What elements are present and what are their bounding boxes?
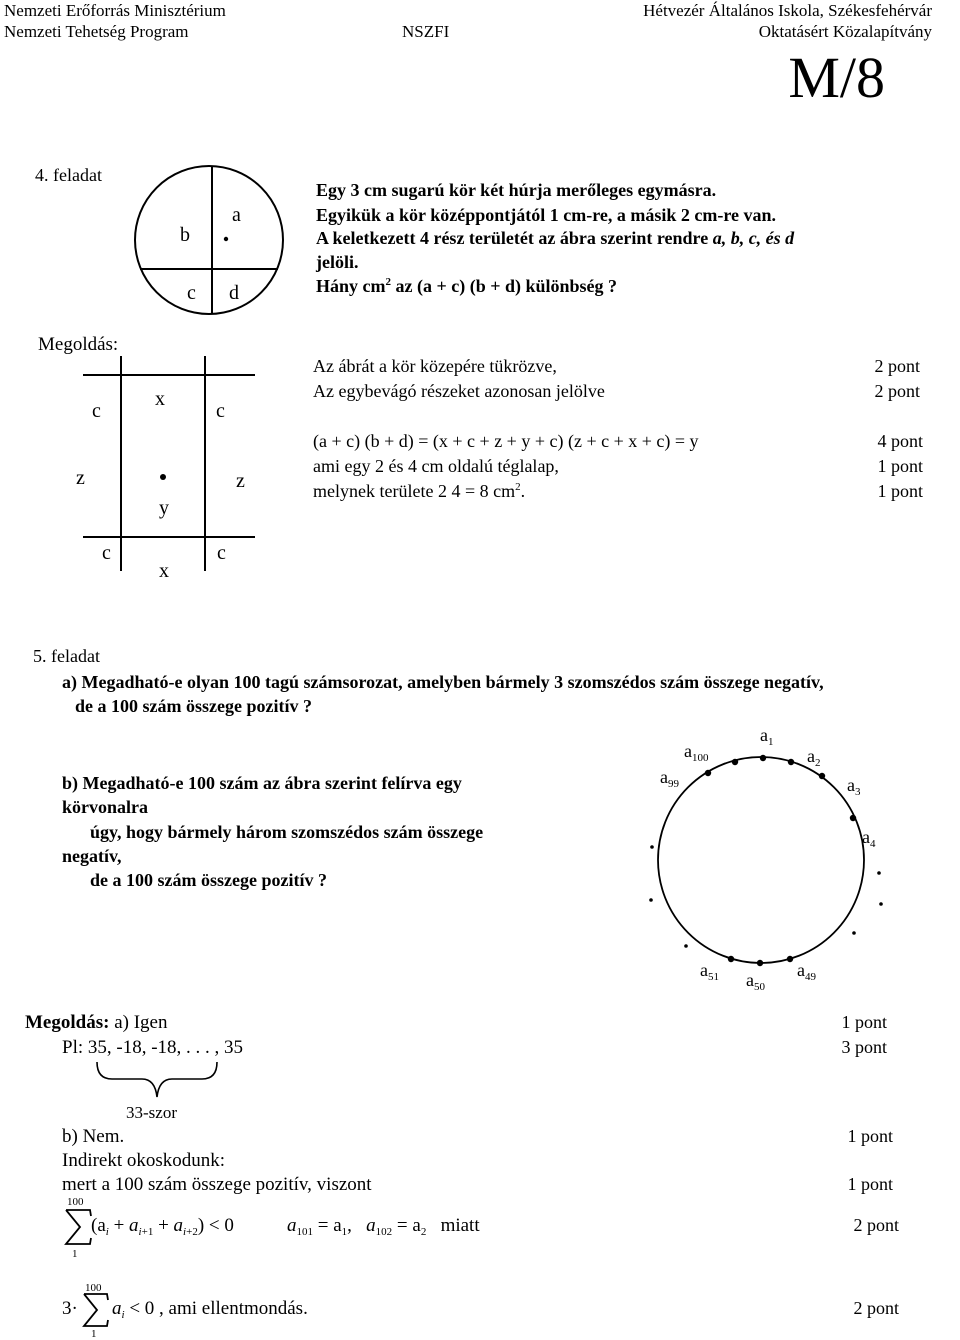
- circle-label-a50: $a_{50}$: [746, 970, 765, 993]
- task5-score-a: 1 pont: [841, 1012, 887, 1032]
- sol-label-c-tr: c: [216, 400, 225, 422]
- task5-title: 5. feladat: [33, 646, 100, 666]
- circle-label-a100: $a_{100}$: [684, 741, 709, 764]
- header-program: Nemzeti Tehetség Program: [4, 22, 189, 41]
- task4-title: 4. feladat: [35, 165, 102, 185]
- task4-sol-score5: 1 pont: [877, 481, 923, 501]
- problem-code: M/8: [788, 45, 885, 110]
- circle-label-a49: $a_{49}$: [797, 960, 816, 983]
- task5-question-b-line5: de a 100 szám összege pozitív ?: [90, 870, 327, 890]
- sum1-score: 2 pont: [853, 1215, 899, 1235]
- task4-problem-line5: Hány $cm^2$ az (a + c) (b + d) különbség ?: [316, 276, 618, 296]
- fig-label-c: c: [187, 282, 196, 304]
- task5-but-line: mert a 100 szám összege pozitív, viszont: [62, 1174, 372, 1195]
- task5-solution-row-a: Megoldás: a) Igen: [25, 1012, 168, 1033]
- task5-score-b: 1 pont: [847, 1126, 893, 1146]
- brace-label: 33-szor: [126, 1103, 177, 1122]
- task4-solution-label: Megoldás:: [38, 334, 119, 355]
- task4-sol-score3: 4 pont: [877, 431, 923, 451]
- header-school: Hétvezér Általános Iskola, Székesfehérvár: [643, 1, 932, 20]
- sum1-upper-limit: 100: [67, 1196, 84, 1208]
- sum2-lower-limit: 1: [91, 1328, 97, 1340]
- task4-problem-line1: Egy 3 cm sugarú kör két húrja merőleges egymásra.: [316, 180, 717, 200]
- task4-sol-line4: ami egy 2 és 4 cm oldalú téglalap,: [313, 456, 559, 476]
- task5-example: Pl: 35, -18, -18, . . . , 35: [62, 1037, 244, 1058]
- task4-sol-line5: melynek területe 2 4 = 8 $cm^2$.: [313, 481, 526, 501]
- circle-label-a1: $a_1$: [760, 725, 774, 748]
- sol-label-z-right: z: [236, 470, 245, 492]
- task5-indirect: Indirekt okoskodunk:: [62, 1150, 226, 1171]
- header-nszfi: NSZFI: [402, 22, 450, 41]
- circle-label-a51: $a_{51}$: [700, 960, 719, 983]
- fig-label-d: d: [229, 282, 239, 304]
- task5-sol-b: b) Nem.: [62, 1126, 125, 1147]
- task5-question-a-line1: a) Megadható-e olyan 100 tagú számsorozat, amelyben bármely 3 szomszédos szám összege negatív,: [62, 672, 824, 692]
- sum2-score: 2 pont: [853, 1298, 899, 1318]
- sol-label-y: y: [159, 497, 169, 519]
- sol-label-c-bl: c: [102, 542, 111, 564]
- sum1-lower-limit: 1: [72, 1248, 78, 1260]
- task4-problem-line3: A keletkezett 4 rész területét az ábra szerint rendre a, b, c, és d: [316, 228, 795, 248]
- task4-sol-score2: 2 pont: [874, 381, 920, 401]
- task5-question-b-line2: körvonalra: [62, 797, 149, 817]
- circle-label-a3: $a_3$: [847, 775, 861, 798]
- task4-sol-line1: Az ábrát a kör közepére tükrözve,: [313, 356, 557, 376]
- sol-label-z-left: z: [76, 467, 85, 489]
- task4-sol-score1: 2 pont: [874, 356, 920, 376]
- task5-score-example: 3 pont: [841, 1037, 887, 1057]
- header-ministry: Nemzeti Erőforrás Minisztérium: [4, 1, 226, 20]
- sol-label-x-bottom: x: [159, 560, 169, 582]
- sum2-prefix: 3·: [62, 1298, 78, 1319]
- sum1-equalities: $a_{101} = a_1$, $a_{102} = a_2$ miatt: [287, 1215, 480, 1238]
- task4-sol-score4: 1 pont: [877, 456, 923, 476]
- header-foundation: Oktatásért Közalapítvány: [758, 22, 932, 41]
- task4-sol-line2: Az egybevágó részeket azonosan jelölve: [313, 381, 605, 401]
- task5-question-b-line3: úgy, hogy bármely három szomszédos szám összege: [90, 822, 484, 842]
- sum2-expression: $a_i < 0$ , ami ellentmondás.: [112, 1298, 308, 1321]
- sum1-expression: $(a_i + a_{i+1} + a_{i+2}) < 0$: [91, 1215, 234, 1238]
- fig-label-a: a: [232, 204, 241, 226]
- fig-label-b: b: [180, 224, 190, 246]
- circle-label-a4: $a_4$: [862, 827, 876, 850]
- task5-question-a-line2: de a 100 szám összege pozitív ?: [75, 696, 312, 716]
- task4-problem-line2: Egyikük a kör középpontjától 1 cm-re, a másik 2 cm-re van.: [316, 205, 777, 225]
- circle-label-a99: $a_{99}$: [660, 767, 679, 790]
- sol-label-c-tl: c: [92, 400, 101, 422]
- task5-question-b-line4: negatív,: [62, 846, 122, 866]
- task5-question-b-line1: b) Megadható-e 100 szám az ábra szerint felírva egy: [62, 773, 462, 793]
- task4-sol-line3: (a + c) (b + d) = (x + c + z + y + c) (z + c + x + c) = y: [313, 431, 699, 451]
- sol-label-x-top: x: [155, 388, 165, 410]
- task4-problem-line4: jelöli.: [316, 252, 359, 272]
- sol-label-c-br: c: [217, 542, 226, 564]
- sum2-upper-limit: 100: [85, 1282, 102, 1294]
- circle-label-a2: $a_2$: [807, 746, 821, 769]
- task5-score-but: 1 pont: [847, 1174, 893, 1194]
